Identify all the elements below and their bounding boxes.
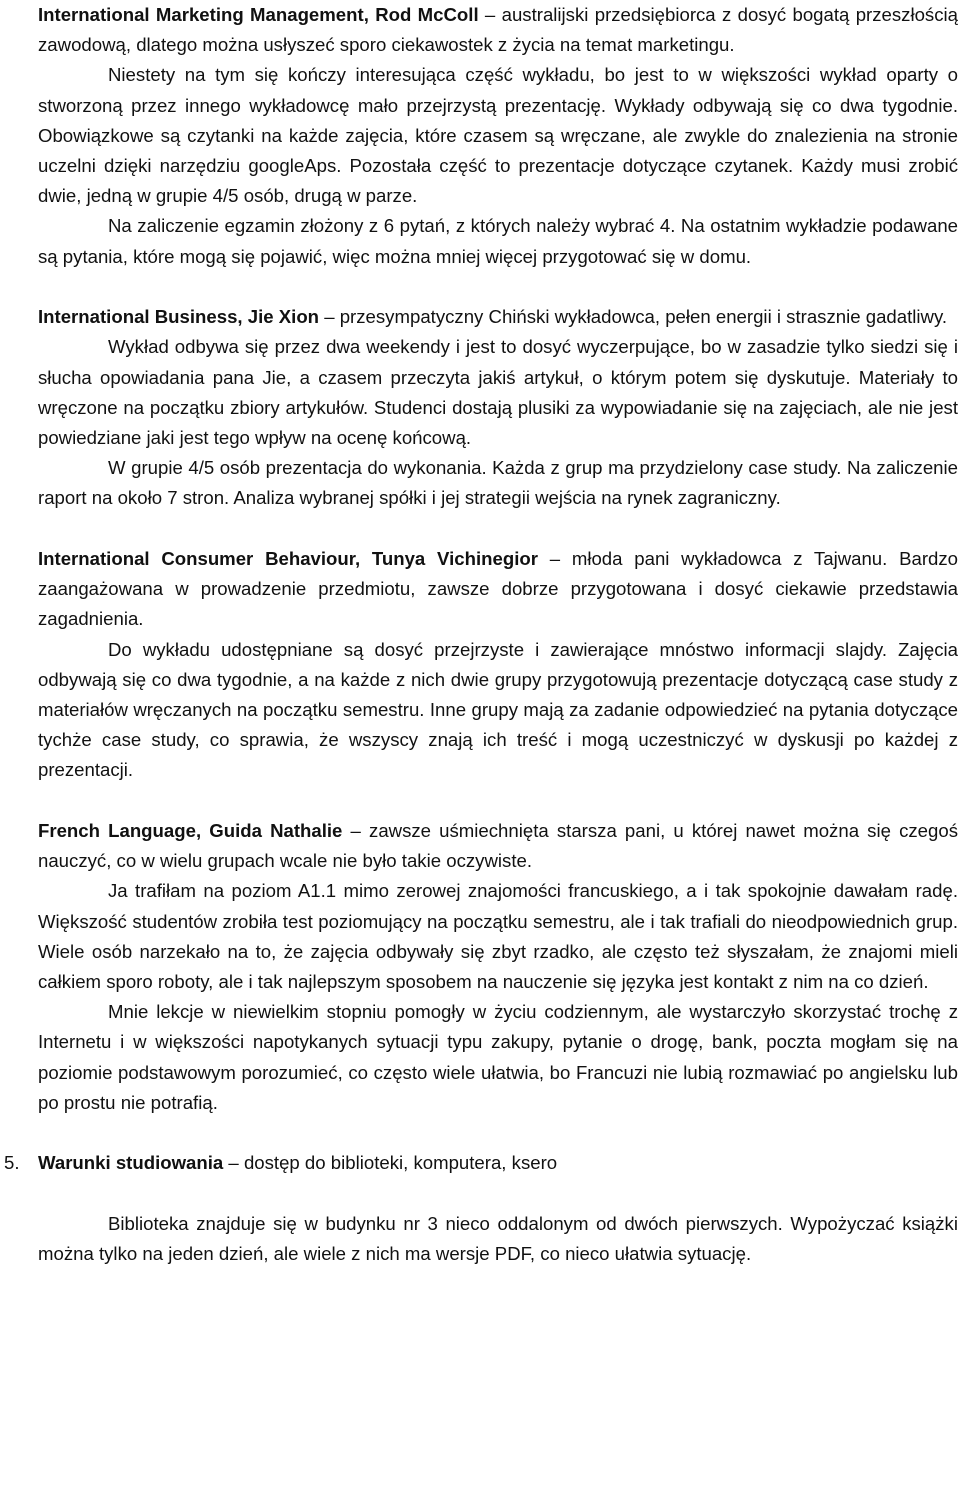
course-marketing-management xyxy=(38,0,958,272)
course-consumer-behaviour xyxy=(38,544,958,786)
section-number: 5. xyxy=(4,1152,20,1174)
course-french-language xyxy=(38,816,958,1118)
course-title: International Business, Jie Xion xyxy=(38,306,320,328)
course-intro xyxy=(38,0,958,60)
course-intro xyxy=(38,816,958,876)
course-paragraph: Do wykładu udostępniane są dosyć przejrzyste i zawierające mnóstwo informacji slajdy. Zajęcia odbywają się co dwa tygodnie, a na każde z nich dwie grupy przygotowują prezentacje dotyczącą case study z materiałów wręczanych na początku semestru. Inne grupy mają za zadanie odpowiedzieć na pytania dotyczące tychże case study, co sprawia, że wszyscy znają ich treść i mogą uczestniczyć w dyskusji po każdej z prezentacji. xyxy=(38,638,958,781)
course-paragraph: Niestety na tym się kończy interesująca część wykładu, bo jest to w większości wykład oparty o stworzoną przez innego wykładowcę mało przejrzystą prezentację. Wykłady odbywają się co dwa tygodnie. Obowiązkowe są czytanki na każde zajęcia, które czasem są wręczane, ale zwykle do znalezienia na stronie uczelni dzięki narzędziu googleAps. Pozostała część to prezentacje dotyczące czytanek. Każdy musi zrobić dwie, jedną w grupie 4/5 osób, drugą w parze. xyxy=(38,64,958,207)
course-title: International Marketing Management, Rod McColl xyxy=(38,4,479,25)
section-study-conditions xyxy=(4,1148,958,1269)
numbered-heading xyxy=(4,1148,958,1178)
course-title: International Consumer Behaviour, Tunya Vichinegior xyxy=(38,548,538,570)
section-paragraph: Biblioteka znajduje się w budynku nr 3 nieco oddalonym od dwóch pierwszych. Wypożyczać książki można tylko na jeden dzień, ale wiele z nich ma wersje PDF, co nieco ułatwia sytuację. xyxy=(38,1212,958,1265)
section-lead: – dostęp do biblioteki, komputera, ksero xyxy=(223,1152,558,1174)
course-lead: – zawsze uśmiechnięta starsza pani, u której nawet można się czegoś nauczyć, co w wielu grupach wcale nie było takie oczywiste. xyxy=(38,820,958,872)
course-paragraph: Wykład odbywa się przez dwa weekendy i jest to dosyć wyczerpujące, bo w zasadzie tylko siedzi się i słucha opowiadania pana Jie, a czasem przeczyta jakiś artykuł, o którym potem się dyskutuje. Materiały to wręczone na początku zbiory artykułów. Studenci dostają plusiki za wypowiadanie się na zajęciach, ale nie jest powiedziane jaki jest tego wpływ na ocenę końcową. xyxy=(38,336,958,449)
course-paragraph: Mnie lekcje w niewielkim stopniu pomogły w życiu codziennym, ale wystarczyło skorzystać trochę z Internetu i w większości napotykanych sytuacji typu zakupy, pytanie o drogę, bank, poczta mogłam się na poziomie podstawowym porozumieć, co często wiele ułatwia, bo Francuzi nie lubią rozmawiać po angielsku lub po prostu nie potrafią. xyxy=(38,1001,958,1113)
course-title: French Language, Guida Nathalie xyxy=(38,820,343,842)
course-paragraph: Ja trafiłam na poziom A1.1 mimo zerowej znajomości francuskiego, a i tak spokojnie dawałam radę. Większość studentów zrobiła test poziomujący na początku semestru, ale i tak trafiali do nieodpowiednich grup. Wiele osób narzekało na to, że zajęcia odbywały się zbyt rzadko, ale często też słyszałam, że znajomi mieli całkiem sporo roboty, ale i tak najlepszym sposobem na nauczenie się języka jest kontakt z nim na co dzień. xyxy=(38,880,958,993)
section-title: Warunki studiowania xyxy=(38,1152,224,1174)
document-page xyxy=(4,0,958,1269)
course-lead: – przesympatyczny Chiński wykładowca, pełen energii i strasznie gadatliwy. xyxy=(319,306,948,328)
course-intro xyxy=(38,544,958,635)
course-lead: – australijski przedsiębiorca z dosyć bogatą przeszłością zawodową, dlatego można usłyszeć sporo ciekawostek z życia na temat marketingu. xyxy=(38,4,958,56)
course-intro xyxy=(38,302,958,332)
spacer xyxy=(38,1179,958,1209)
course-paragraph: Na zaliczenie egzamin złożony z 6 pytań, z których należy wybrać 4. Na ostatnim wykładzie podawane są pytania, które mogą się pojawić, więc można mniej więcej przygotować się w domu. xyxy=(38,215,958,267)
course-international-business xyxy=(38,302,958,513)
course-lead: – młoda pani wykładowca z Tajwanu. Bardzo zaangażowana w prowadzenie przedmiotu, zawsze dobrze przygotowana i dosyć ciekawie przedstawia zagadnienia. xyxy=(38,548,958,630)
course-paragraph: W grupie 4/5 osób prezentacja do wykonania. Każda z grup ma przydzielony case study. Na zaliczenie raport na około 7 stron. Analiza wybranej spółki i jej strategii wejścia na rynek zagraniczny. xyxy=(38,457,958,509)
